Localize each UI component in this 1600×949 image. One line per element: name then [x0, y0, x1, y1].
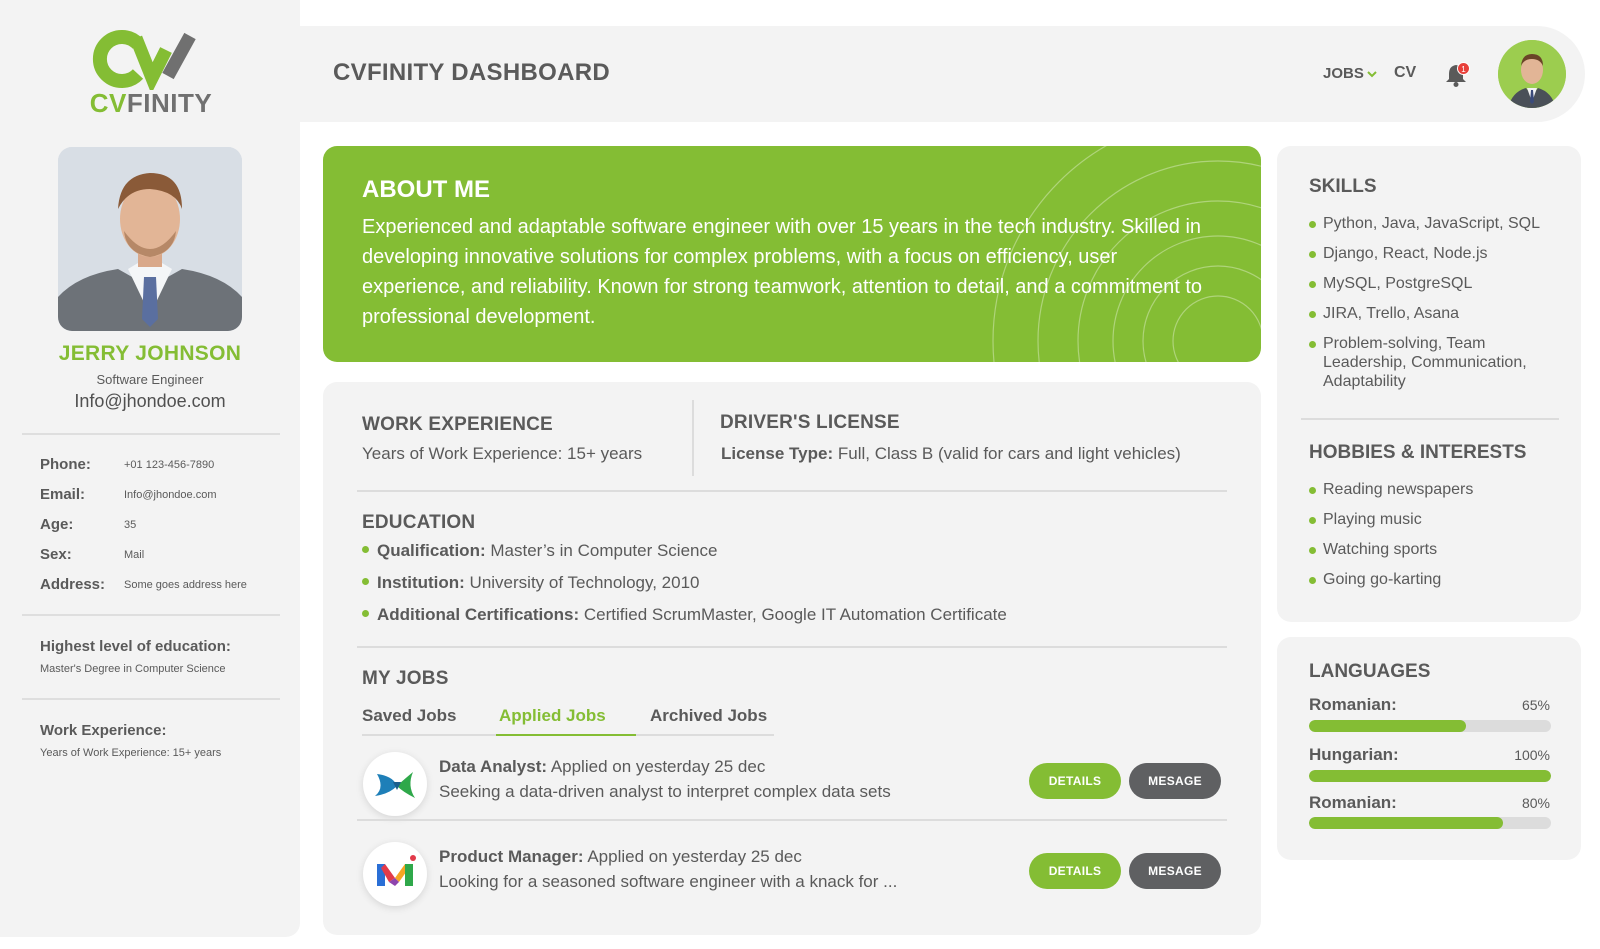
skill-text: Django, React, Node.js — [1323, 245, 1488, 262]
profile-sidebar — [0, 0, 300, 937]
avatar-portrait-icon — [1498, 40, 1566, 108]
education-value: University of Technology, 2010 — [469, 573, 700, 592]
profile-name: JERRY JOHNSON — [58, 342, 242, 365]
bullet-dot-icon — [362, 578, 369, 585]
language-progress-fill — [1309, 817, 1503, 829]
info-label: Phone: — [40, 456, 91, 473]
language-percent: 65% — [1521, 697, 1550, 713]
info-row-email — [40, 486, 290, 508]
hobby-text: Reading newspapers — [1323, 481, 1474, 498]
section-divider — [692, 400, 694, 476]
info-value: +01 123-456-7890 — [124, 459, 215, 471]
info-value: Info@jhondoe.com — [124, 489, 217, 501]
section-divider — [357, 490, 1227, 492]
language-name: Romanian: — [1309, 695, 1397, 714]
language-progress-fill — [1309, 720, 1466, 732]
work-experience-title: Work Experience: — [40, 722, 167, 739]
profile-email[interactable]: Info@jhondoe.com — [74, 391, 226, 411]
info-label: Address: — [40, 576, 106, 593]
education-level-title: Highest level of education: — [40, 638, 231, 655]
info-row-address — [40, 576, 290, 598]
user-avatar[interactable] — [1498, 40, 1566, 108]
notification-badge: 1 — [1457, 62, 1470, 75]
language-progress-track — [1309, 817, 1551, 829]
language-progress-fill — [1309, 770, 1551, 782]
active-tab-indicator — [496, 734, 636, 736]
education-label: Additional Certifications: — [377, 605, 580, 624]
hobby-item — [1309, 570, 1569, 589]
education-heading: EDUCATION — [362, 512, 476, 533]
logo-word-finity: FINITY — [126, 88, 213, 118]
cvfinity-logo[interactable] — [86, 30, 216, 116]
education-item — [362, 541, 717, 561]
profile-photo — [58, 147, 242, 331]
education-label: Institution: — [377, 573, 465, 592]
bullet-dot-icon — [1309, 547, 1316, 554]
page-title: CVFINITY DASHBOARD — [333, 59, 610, 86]
section-divider — [357, 646, 1227, 648]
hobby-text: Watching sports — [1323, 541, 1438, 558]
info-label: Age: — [40, 516, 74, 533]
language-percent: 100% — [1514, 747, 1550, 763]
job-list-item — [357, 745, 1227, 827]
section-divider — [1301, 418, 1559, 420]
hobby-text: Going go-karting — [1323, 571, 1442, 588]
work-experience-heading: WORK EXPERIENCE — [362, 414, 553, 435]
data-analyst-company-logo-icon — [363, 752, 427, 816]
skill-item — [1309, 334, 1569, 391]
drivers-license-heading: DRIVER'S LICENSE — [720, 412, 900, 433]
hobby-item — [1309, 510, 1569, 529]
person-portrait-icon — [58, 147, 242, 331]
message-button[interactable]: MESAGE — [1129, 853, 1221, 889]
education-item — [362, 573, 700, 593]
profile-role: Software Engineer — [96, 372, 204, 387]
languages-card — [1277, 637, 1581, 860]
hobby-text: Playing music — [1323, 511, 1422, 528]
job-row-divider — [357, 819, 1227, 821]
languages-heading: LANGUAGES — [1309, 661, 1431, 682]
language-progress-track — [1309, 720, 1551, 732]
about-me-title: ABOUT ME — [362, 176, 490, 203]
info-value: Mail — [124, 549, 145, 561]
company-logo — [363, 752, 427, 816]
sidebar-divider — [22, 698, 280, 700]
nav-cv-link[interactable]: CV — [1394, 64, 1417, 81]
education-label: Qualification: — [377, 541, 486, 560]
bullet-dot-icon — [1309, 281, 1316, 288]
job-title-line — [439, 757, 765, 777]
language-progress-track — [1309, 770, 1551, 782]
info-value: 35 — [124, 519, 137, 531]
work-experience-value: Years of Work Experience: 15+ years — [40, 747, 222, 759]
language-name: Romanian: — [1309, 793, 1397, 812]
hobby-item — [1309, 540, 1569, 559]
skills-heading: SKILLS — [1309, 176, 1377, 197]
language-percent: 80% — [1521, 795, 1550, 811]
bullet-dot-icon — [362, 546, 369, 553]
job-list-item — [357, 835, 1227, 917]
chevron-down-icon[interactable] — [1366, 68, 1378, 80]
education-item — [362, 605, 1007, 625]
info-value: Some goes address here — [124, 579, 247, 591]
skill-item — [1309, 304, 1569, 323]
bullet-dot-icon — [1309, 221, 1316, 228]
job-applied-date: Applied on yesterday 25 dec — [587, 847, 802, 866]
bullet-dot-icon — [1309, 577, 1316, 584]
bullet-dot-icon — [1309, 487, 1316, 494]
license-type-line — [721, 444, 1181, 464]
education-level-value: Master's Degree in Computer Science — [40, 663, 226, 675]
job-description: Seeking a data-driven analyst to interpret complex data sets — [439, 782, 891, 801]
my-jobs-heading: MY JOBS — [362, 668, 449, 689]
logo-wordmark — [86, 88, 216, 119]
tab-saved-jobs[interactable]: Saved Jobs — [362, 706, 457, 725]
skill-text: MySQL, PostgreSQL — [1323, 275, 1473, 292]
product-manager-company-logo-icon — [363, 842, 427, 906]
skill-text: Python, Java, JavaScript, SQL — [1323, 215, 1540, 232]
cvfinity-logo-icon — [86, 30, 216, 90]
skills-hobbies-card — [1277, 146, 1581, 622]
hobby-item — [1309, 480, 1569, 499]
company-logo — [363, 842, 427, 906]
resume-details-card — [323, 382, 1261, 935]
skill-text: JIRA, Trello, Asana — [1323, 305, 1460, 322]
sidebar-divider — [22, 614, 280, 616]
jobs-tabs — [362, 706, 774, 736]
education-value: Master’s in Computer Science — [490, 541, 718, 560]
info-label: Sex: — [40, 546, 72, 563]
job-role: Product Manager: — [439, 847, 584, 866]
info-label: Email: — [40, 486, 86, 503]
license-type-value: Full, Class B (valid for cars and light vehicles) — [837, 444, 1181, 463]
bullet-dot-icon — [362, 610, 369, 617]
bullet-dot-icon — [1309, 251, 1316, 258]
job-description: Looking for a seasoned software engineer with a knack for ... — [439, 872, 898, 891]
tab-archived-jobs[interactable]: Archived Jobs — [650, 706, 768, 725]
info-row-phone — [40, 456, 290, 478]
bullet-dot-icon — [1309, 517, 1316, 524]
skill-item — [1309, 274, 1569, 293]
info-row-sex — [40, 546, 290, 568]
bullet-dot-icon — [1309, 341, 1316, 348]
hobbies-heading: HOBBIES & INTERESTS — [1309, 442, 1527, 463]
education-value: Certified ScrumMaster, Google IT Automation Certificate — [583, 605, 1007, 624]
sidebar-divider — [22, 433, 280, 435]
job-role: Data Analyst: — [439, 757, 548, 776]
info-row-age — [40, 516, 290, 538]
bullet-dot-icon — [1309, 311, 1316, 318]
skill-text: Problem-solving, Team Leadership, Communication, Adaptability — [1323, 335, 1527, 390]
nav-jobs-menu[interactable]: JOBS — [1323, 65, 1364, 82]
skill-item — [1309, 214, 1569, 233]
language-name: Hungarian: — [1309, 745, 1399, 764]
job-applied-date: Applied on yesterday 25 dec — [550, 757, 766, 776]
logo-word-cv: CV — [89, 88, 127, 118]
about-me-text: Experienced and adaptable software engineer with over 15 years in the tech industry. Skilled in developing innovative solutions for complex problems, with a focus on efficiency, user experience, and reliability. Known for strong teamwork, attention to detail, and a commitment to professional development. — [362, 216, 1203, 328]
about-me-card — [323, 146, 1261, 362]
tab-applied-jobs[interactable]: Applied Jobs — [499, 706, 606, 725]
details-button[interactable]: DETAILS — [1029, 763, 1121, 799]
top-header — [300, 26, 1585, 122]
skill-item — [1309, 244, 1569, 263]
message-button[interactable]: MESAGE — [1129, 763, 1221, 799]
license-type-label: License Type: — [721, 444, 834, 463]
work-experience-text: Years of Work Experience: 15+ years — [362, 444, 643, 463]
details-button[interactable]: DETAILS — [1029, 853, 1121, 889]
job-title-line — [439, 847, 802, 867]
